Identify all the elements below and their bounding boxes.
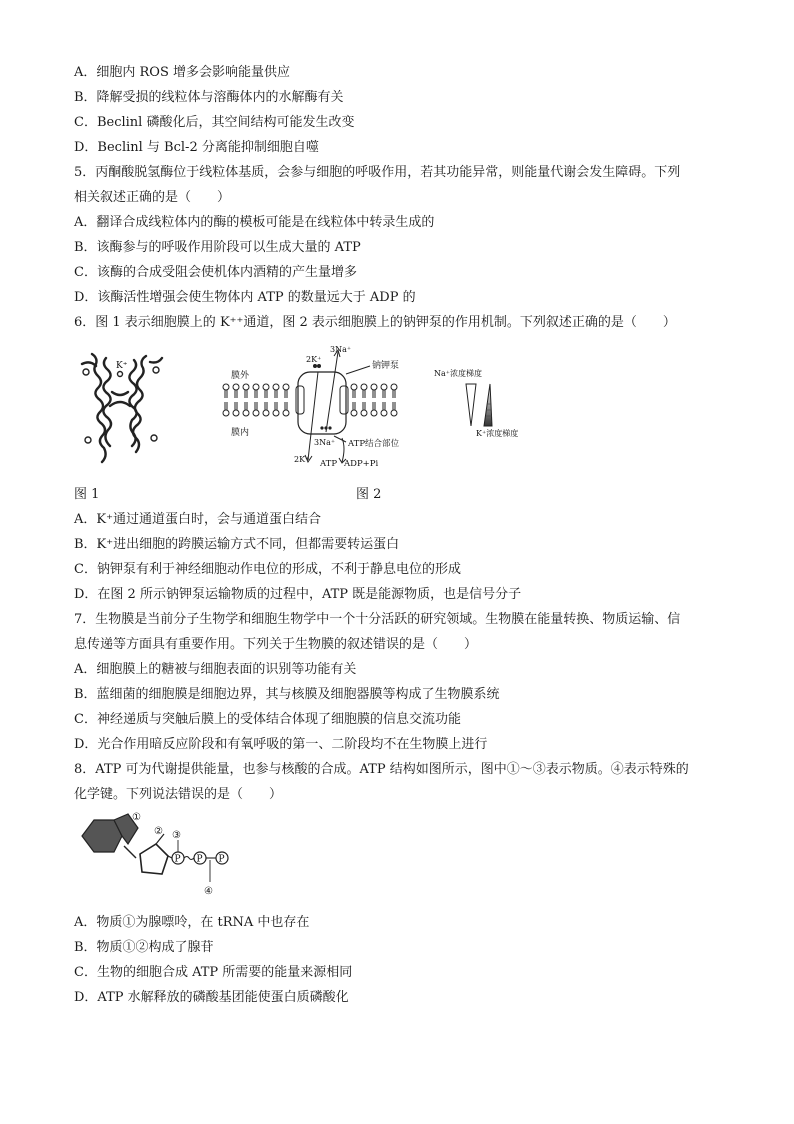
na-gradient-label: Na⁺浓度梯度 [434,369,482,378]
q6-option-c: C．钠钾泵有利于神经细胞动作电位的形成，不利于静息电位的形成 [74,562,461,577]
q4-option-d: D．Beclinl 与 Bcl-2 分离能抑制细胞自噬 [74,140,319,155]
q7-option-c: C．神经递质与突触后膜上的受体结合体现了细胞膜的信息交流功能 [74,712,461,727]
fig2-pump-label: 钠钾泵 [372,361,400,371]
atp-phosphate-1: P [174,854,181,865]
q6-option-d: D．在图 2 所示钠钾泵运输物质的过程中，ATP 既是能源物质，也是信号分子 [74,587,522,602]
atp-label-3: ③ [172,830,181,841]
q8-option-a: A．物质①为腺嘌呤，在 tRNA 中也存在 [74,915,310,930]
fig2-caption: 图 2 [356,487,382,502]
q5-option-c: C．该酶的合成受阻会使机体内酒精的产生量增多 [74,265,357,280]
atp-label-2: ② [154,826,163,837]
q5-option-d: D．该酶活性增强会使生物体内 ATP 的数量远大于 ADP 的 [74,290,416,305]
fig2-na-bottom: 3Na⁺ [314,438,336,447]
q4-option-c: C．Beclinl 磷酸化后，其空间结构可能发生改变 [74,115,355,130]
q5-option-a: A．翻译合成线粒体内的酶的模板可能是在线粒体中转录生成的 [74,215,435,230]
q5-option-b: B．该酶参与的呼吸作用阶段可以生成大量的 ATP [74,240,361,255]
q6-option-a: A．K⁺通过通道蛋白时，会与通道蛋白结合 [74,512,321,527]
q7-stem-line1: 7．生物膜是当前分子生物学和细胞生物学中一个十分活跃的研究领域。生物膜在能量转换、物质运输、信 [74,612,681,627]
q8-stem-line1: 8．ATP 可为代谢提供能量，也参与核酸的合成。ATP 结构如图所示，图中①～③表示物质。④表示特殊的 [74,762,689,777]
fig1-caption: 图 1 [74,487,100,502]
fig2-atp-site-label: ATP结合部位 [348,439,400,449]
fig1-k-label: K⁺ [116,361,128,371]
fig2-atp: ATP [320,459,338,469]
q5-stem-line1: 5．丙酮酸脱氢酶位于线粒体基质，会参与细胞的呼吸作用，若其功能异常，则能量代谢会发生障碍。下列 [74,165,681,180]
fig2-k-top: 2K⁺ [306,355,322,364]
atp-label-4: ④ [204,886,213,897]
figure-2-gradients [430,364,550,444]
fig2-adp-pi: ADP+Pi [344,459,379,469]
atp-label-1: ① [132,812,141,823]
q5-stem-line2: 相关叙述正确的是（ ） [74,190,231,205]
q8-option-b: B．物质①②构成了腺苷 [74,940,214,955]
q7-stem-line2: 息传递等方面具有重要作用。下列关于生物膜的叙述错误的是（ ） [74,637,478,652]
figure-2-na-k-pump [214,342,464,472]
q8-stem-line2: 化学键。下列说法错误的是（ ） [74,787,283,802]
q6-option-b: B．K⁺进出细胞的跨膜运输方式不同，但都需要转运蛋白 [74,537,400,552]
fig2-outside-label: 膜外 [231,371,250,381]
q7-option-d: D．光合作用暗反应阶段和有氧呼吸的第一、二阶段均不在生物膜上进行 [74,737,488,752]
q8-option-d: D．ATP 水解释放的磷酸基团能使蛋白质磷酸化 [74,990,349,1005]
atp-phosphate-3: P [218,854,225,865]
figure-1-k-channel [72,344,172,474]
fig2-k-bottom: 2K⁺ [294,455,310,464]
k-gradient-label: K⁺浓度梯度 [476,429,519,438]
q7-option-a: A．细胞膜上的糖被与细胞表面的识别等功能有关 [74,662,357,677]
fig2-inside-label: 膜内 [231,428,250,438]
q8-option-c: C．生物的细胞合成 ATP 所需要的能量来源相同 [74,965,353,980]
q4-option-a: A．细胞内 ROS 增多会影响能量供应 [74,65,291,80]
q4-option-b: B．降解受损的线粒体与溶酶体内的水解酶有关 [74,90,344,105]
q7-option-b: B．蓝细菌的细胞膜是细胞边界，其与核膜及细胞器膜等构成了生物膜系统 [74,687,500,702]
figure-atp-structure [76,808,246,904]
atp-phosphate-2: P [196,854,203,865]
fig2-na-top: 3Na⁺ [330,345,352,354]
q6-stem: 6．图 1 表示细胞膜上的 K⁺⁺通道，图 2 表示细胞膜上的钠钾泵的作用机制。下列叙述正确的是（ ） [74,315,676,330]
